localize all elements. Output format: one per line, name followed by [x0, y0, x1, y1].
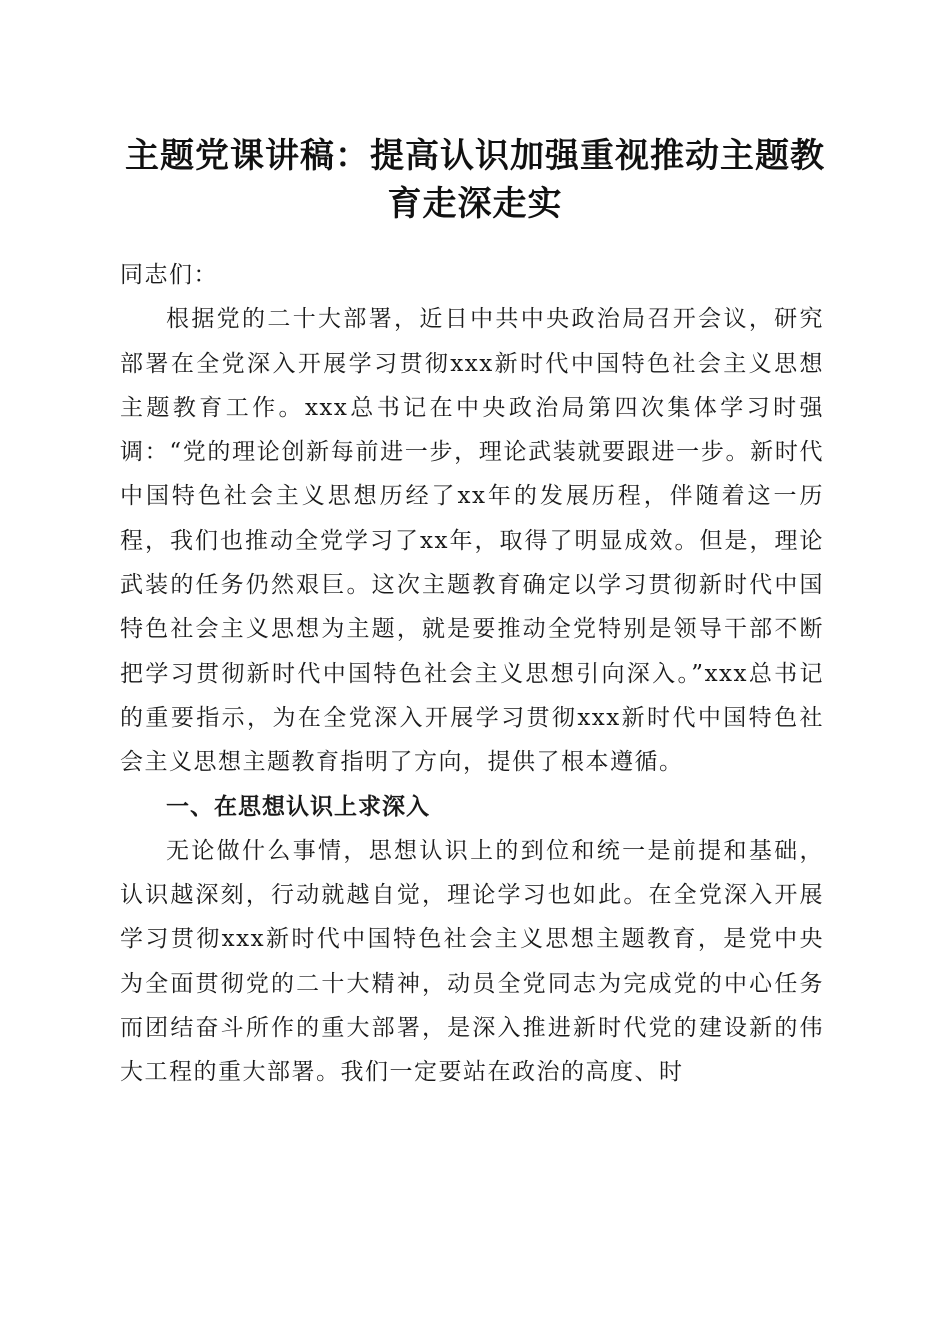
paragraph-2: 无论做什么事情，思想认识上的到位和统一是前提和基础，认识越深刻，行动就越自觉，理论学习也如此。在全党深入开展学习贯彻xxx新时代中国特色社会主义思想主题教育，是党中央为全面贯彻党的二十大精神，动员全党同志为完成党的中心任务而团结奋斗所作的重大部署，是深入推进新时代党的建设新的伟大工程的重大部署。我们一定要站在政治的高度、时	[120, 837, 824, 1086]
title-line-2: 育走深走实	[387, 184, 563, 224]
document-title	[110, 132, 840, 228]
salutation: 同志们：	[120, 262, 218, 288]
section-heading-1: 一、在思想认识上求深入	[166, 793, 430, 820]
paragraph-1: 根据党的二十大部署，近日中共中央政治局召开会议，研究部署在全党深入开展学习贯彻xxx新时代中国特色社会主义思想主题教育工作。xxx总书记在中央政治局第四次集体学习时强调：“党的理论创新每前进一步，理论武装就要跟进一步。新时代中国特色社会主义思想历经了xx年的发展历程，伴随着这一历程，我们也推动全党学习了xx年，取得了明显成效。但是，理论武装的任务仍然艰巨。这次主题教育确定以学习贯彻新时代中国特色社会主义思想为主题，就是要推动全党特别是领导干部不断把学习贯彻新时代中国特色社会主义思想引向深入。”xxx总书记的重要指示，为在全党深入开展学习贯彻xxx新时代中国特色社会主义思想主题教育指明了方向，提供了根本遵循。	[120, 306, 824, 776]
title-line-1: 主题党课讲稿：提高认识加强重视推动主题教	[125, 136, 825, 176]
document-body	[120, 253, 824, 1095]
